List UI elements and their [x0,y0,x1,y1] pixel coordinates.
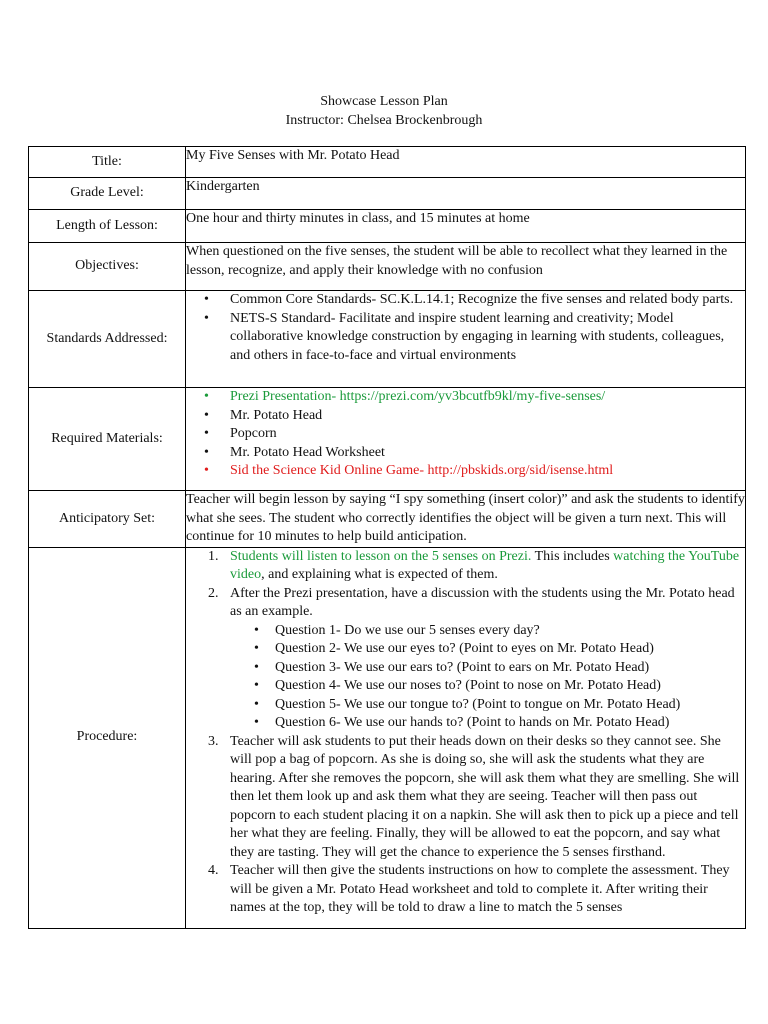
row-label-standards: Standards Addressed: [29,291,186,388]
procedure-steps [186,548,745,918]
page-header [0,92,768,130]
question-list [230,622,745,733]
youtube-video-link[interactable]: watching the YouTube video [230,548,740,582]
table-row [29,243,746,291]
table-row [29,210,746,243]
list-item: • Popcorn [230,425,745,444]
row-label-title: Title: [29,147,186,178]
row-label-anticipatory: Anticipatory Set: [29,491,186,548]
list-item: • Mr. Potato Head Worksheet [230,444,745,463]
procedure-content [186,548,745,928]
row-label-materials: Required Materials: [29,388,186,491]
step-number: 2. [208,585,219,601]
procedure-step-1 [208,548,745,585]
row-label-objectives: Objectives: [29,243,186,291]
row-label-length: Length of Lesson: [29,210,186,243]
step-text: After the Prezi presentation, have a discussion with the students using the Mr. Potato head as an example. [230,585,735,619]
row-label-procedure: Procedure: [29,547,186,928]
row-value-anticipatory: Teacher will begin lesson by saying “I spy something (insert color)” and ask the students to identify what she sees. The student who correctly identifies the object will be given a turn next. This will continue for 10 minutes to help build anticipation. [186,491,746,548]
lesson-plan-table [28,146,746,929]
row-value-procedure [186,547,746,928]
row-label-grade: Grade Level: [29,178,186,210]
prezi-lesson-link[interactable]: Students will listen to lesson on the 5 senses on Prezi. [230,548,532,564]
list-item: • Question 4- We use our noses to? (Point to nose on Mr. Potato Head) [275,677,745,696]
table-row [29,291,746,388]
list-item: • Question 3- We use our ears to? (Point to ears on Mr. Potato Head) [275,659,745,678]
row-value-standards [186,291,746,388]
document-title: Showcase Lesson Plan [320,94,448,109]
list-item: • Question 2- We use our eyes to? (Point to eyes on Mr. Potato Head) [275,640,745,659]
standards-list [186,291,745,365]
row-value-materials [186,388,746,491]
step-text: This includes [531,548,614,564]
table-row [29,147,746,178]
step-number: 4. [208,863,219,878]
row-value-title: My Five Senses with Mr. Potato Head [186,147,746,178]
list-item: • Question 5- We use our tongue to? (Point to tongue on Mr. Potato Head) [275,696,745,715]
step-text: Teacher will then give the students instructions on how to complete the assessment. They will be given a Mr. Potato Head worksheet and told to complete it. After writing their names at the top, they will be told to draw a line to match the 5 senses [230,863,730,915]
materials-list [186,388,745,481]
row-value-length: One hour and thirty minutes in class, and 15 minutes at home [186,210,746,243]
table-row [29,178,746,210]
row-value-objectives: When questioned on the five senses, the student will be able to recollect what they learned in the lesson, recognize, and apply their knowledge with no confusion [186,243,746,291]
step-text: , and explaining what is expected of them. [261,567,498,582]
step-number: 3. [208,733,219,749]
game-link[interactable]: • Sid the Science Kid Online Game- http://pbskids.org/sid/isense.html [230,462,745,481]
row-value-grade: Kindergarten [186,178,746,210]
procedure-step-4 [208,862,745,918]
prezi-link[interactable]: • Prezi Presentation- https://prezi.com/yv3bcutfb9kl/my-five-senses/ [230,388,745,407]
table-row [29,547,746,928]
table-row [29,491,746,548]
list-item: • Question 6- We use our hands to? (Point to hands on Mr. Potato Head) [275,714,745,733]
step-number: 1. [208,548,219,564]
step-text: Teacher will ask students to put their heads down on their desks so they cannot see. She will pop a bag of popcorn. As she is doing so, she will ask the students what they are hearing. After she removes the popcorn, she will ask them what they are smelling. She will then let them look up and ask them what they are seeing. Teacher will then pass out popcorn to each student placing it on a napkin. She will ask then to pick up a piece and tell her what they are feeling. Finally, they will be allowed to eat the popcorn, and say what they are tasting. They will get the chance to experience the 5 senses firsthand. [230,733,740,860]
procedure-step-2 [208,585,745,733]
list-item: • Question 1- Do we use our 5 senses every day? [275,622,745,641]
list-item: • Mr. Potato Head [230,407,745,426]
list-item: • Common Core Standards- SC.K.L.14.1; Recognize the five senses and related body parts. [230,291,745,310]
instructor-line: Instructor: Chelsea Brockenbrough [285,113,483,128]
procedure-step-3 [208,733,745,863]
table-row [29,388,746,491]
list-item: • NETS-S Standard- Facilitate and inspire student learning and creativity; Model collaborative knowledge construction by engaging in learning with students, colleagues, and others in face-to-face and virtual environments [230,310,745,366]
